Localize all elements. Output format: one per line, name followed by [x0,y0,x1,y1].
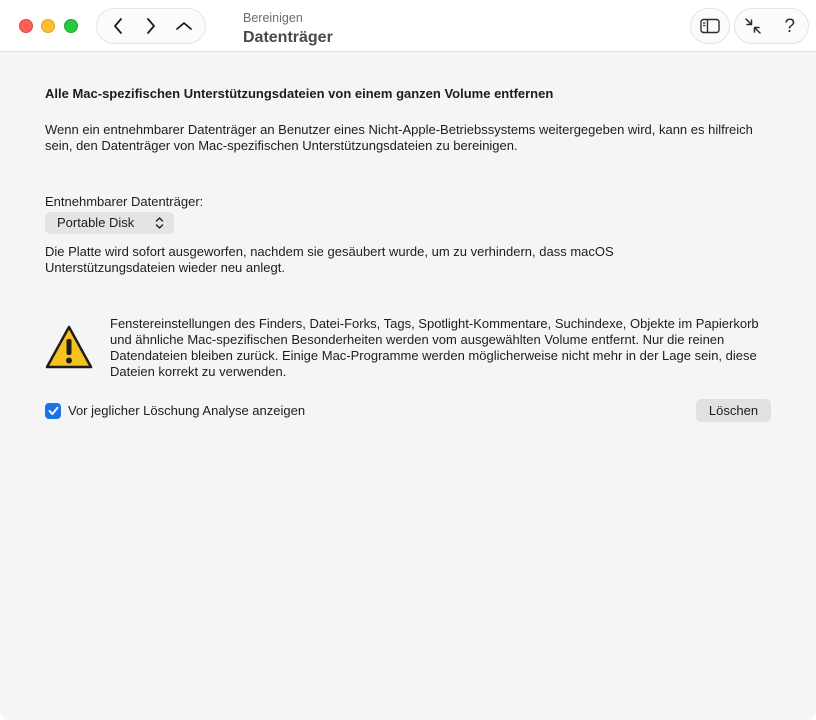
disk-select-value: Portable Disk [57,215,135,230]
title-block [243,11,333,48]
eject-note: Die Platte wird sofort ausgeworfen, nachdem sie gesäubert wurde, um zu verhindern, dass macOS Unterstützungsdateien wieder neu anlegt. [45,244,614,275]
warning-text: Fenstereinstellungen des Finders, Datei-Forks, Tags, Spotlight-Kommentare, Suchindexe, Objekte im Papierkorb und ähnliche Mac-spezifischen Besonderheiten werden vom ausgewählten Volume entfernt. Nur die reinen Datendateien bleiben zurück. Einige Mac-Programme werden möglicherweise nicht mehr in der Lage sein, diese Dateien korrekt zu verwenden. [110,316,759,379]
back-button[interactable] [103,11,133,41]
window-subtitle: Bereinigen [243,11,303,25]
window-title: Datenträger [243,29,333,46]
analysis-checkbox[interactable] [45,403,61,419]
analysis-checkbox-label: Vor jeglicher Löschung Analyse anzeigen [68,403,306,418]
chevron-up-icon [175,20,193,32]
navigation-group [96,8,206,44]
delete-button[interactable]: Löschen [696,399,771,422]
warning-icon [45,324,93,370]
sidebar-icon [700,18,720,34]
forward-button[interactable] [136,11,166,41]
intro-text: Wenn ein entnehmbarer Datenträger an Benutzer eines Nicht-Apple-Betriebssystems weitergegeben wird, kann es hilfreich sein, den Datenträger von Mac-spezifischen Unterstützungsdateien zu bereinigen. [45,122,753,153]
toolbar-actions-group [734,8,809,44]
close-window-button[interactable] [19,19,33,33]
collapse-arrows-icon [744,17,762,35]
chevron-updown-icon [155,216,164,230]
up-button[interactable] [169,11,199,41]
checkmark-icon [48,406,59,416]
disk-label: Entnehmbarer Datenträger: [45,194,204,209]
minimize-window-button[interactable] [41,19,55,33]
zoom-window-button[interactable] [64,19,78,33]
analysis-option [45,403,305,419]
chevron-right-icon [145,17,157,35]
main-content [45,86,771,418]
chevron-left-icon [112,17,124,35]
help-icon: ? [784,15,796,37]
sidebar-toggle-button[interactable] [690,8,730,44]
section-heading: Alle Mac-spezifischen Unterstützungsdateien von einem ganzen Volume entfernen [45,86,554,101]
help-button[interactable] [776,12,804,40]
collapse-button[interactable] [739,12,767,40]
toolbar [0,0,816,52]
disk-select[interactable] [45,212,174,234]
